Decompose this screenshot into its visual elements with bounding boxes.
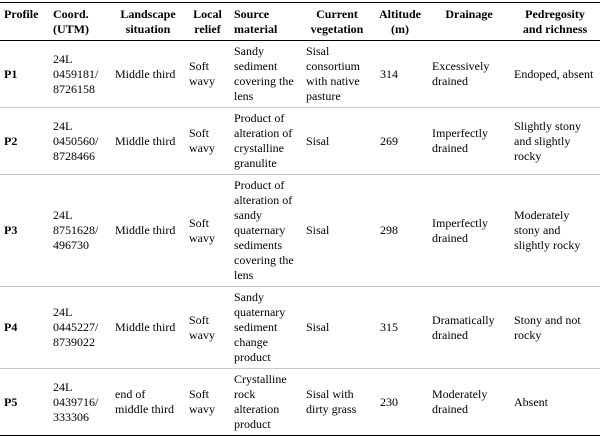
cell-coord: 24L 0439716/ 333306 xyxy=(53,379,99,424)
header-row xyxy=(0,3,600,41)
cell-source: Sandy quaternary sediment change product xyxy=(234,290,286,364)
cell-source: Sandy sediment covering the lens xyxy=(234,44,294,103)
table-body xyxy=(0,41,600,436)
table-header xyxy=(0,3,600,41)
cell-vegetation: Sisal xyxy=(306,320,330,334)
cell-profile: P2 xyxy=(4,133,18,148)
table-row xyxy=(0,41,600,108)
cell-vegetation: Sisal xyxy=(306,223,330,237)
cell-relief: Soft wavy xyxy=(189,312,215,342)
cell-drainage: Dramatically drained xyxy=(432,312,495,342)
soil-profiles-table xyxy=(0,2,600,436)
cell-relief: Soft wavy xyxy=(189,215,215,245)
cell-drainage: Excessively drained xyxy=(432,59,490,88)
header-coord: Coord. (UTM) xyxy=(53,7,89,36)
table-row xyxy=(0,369,600,436)
header-vegetation: Current vegetation xyxy=(310,7,364,36)
cell-profile: P5 xyxy=(4,394,18,409)
header-altitude: Altitude (m) xyxy=(379,7,421,36)
table-row xyxy=(0,175,600,287)
header-source: Source material xyxy=(234,7,278,36)
cell-vegetation: Sisal consortium with native pasture xyxy=(306,44,360,103)
header-landscape: Landscape situation xyxy=(120,7,176,36)
cell-coord: 24L 0445227/ 8739022 xyxy=(53,305,99,349)
header-relief: Local relief xyxy=(193,7,222,36)
cell-source: Product of alteration of crystalline granulite xyxy=(234,111,293,170)
cell-relief: Soft wavy xyxy=(189,387,215,416)
cell-altitude: 269 xyxy=(380,133,398,148)
cell-landscape: Middle third xyxy=(115,66,176,81)
cell-profile: P1 xyxy=(4,66,18,81)
cell-pedregosity: Endoped, absent xyxy=(514,66,594,81)
table-row xyxy=(0,108,600,175)
cell-coord: 24L 0450560/ 8728466 xyxy=(53,118,99,163)
cell-altitude: 298 xyxy=(380,223,398,237)
cell-vegetation: Sisal xyxy=(306,133,330,148)
cell-relief: Soft wavy xyxy=(189,59,215,88)
header-pedregosity: Pedregosity and richness xyxy=(522,7,588,36)
cell-vegetation: Sisal with dirty grass xyxy=(306,387,357,416)
cell-drainage: Imperfectly drained xyxy=(432,215,488,245)
cell-landscape: Middle third xyxy=(115,133,176,148)
cell-pedregosity: Stony and not rocky xyxy=(514,312,581,342)
cell-altitude: 315 xyxy=(380,320,398,334)
cell-profile: P3 xyxy=(4,223,18,237)
cell-source: Crystalline rock alteration product xyxy=(234,372,287,431)
cell-drainage: Imperfectly drained xyxy=(432,126,488,155)
cell-altitude: 230 xyxy=(380,394,398,409)
cell-source: Product of alteration of sandy quaternary sediments covering the lens xyxy=(234,178,294,282)
cell-pedregosity: Absent xyxy=(514,394,548,409)
cell-relief: Soft wavy xyxy=(189,126,215,155)
header-profile: Profile xyxy=(4,7,39,21)
header-drainage: Drainage xyxy=(445,7,493,21)
cell-drainage: Moderately drained xyxy=(432,387,488,416)
cell-coord: 24L 8751628/ 496730 xyxy=(53,208,99,252)
cell-coord: 24L 0459181/ 8726158 xyxy=(53,51,99,96)
cell-landscape: end of middle third xyxy=(115,387,174,416)
cell-profile: P4 xyxy=(4,320,18,334)
cell-pedregosity: Slightly stony and slightly rocky xyxy=(514,118,582,163)
cell-landscape: Middle third xyxy=(115,223,176,237)
cell-landscape: Middle third xyxy=(115,320,176,334)
cell-pedregosity: Moderately stony and slightly rocky xyxy=(514,208,581,252)
table-row xyxy=(0,287,600,369)
cell-altitude: 314 xyxy=(380,66,398,81)
